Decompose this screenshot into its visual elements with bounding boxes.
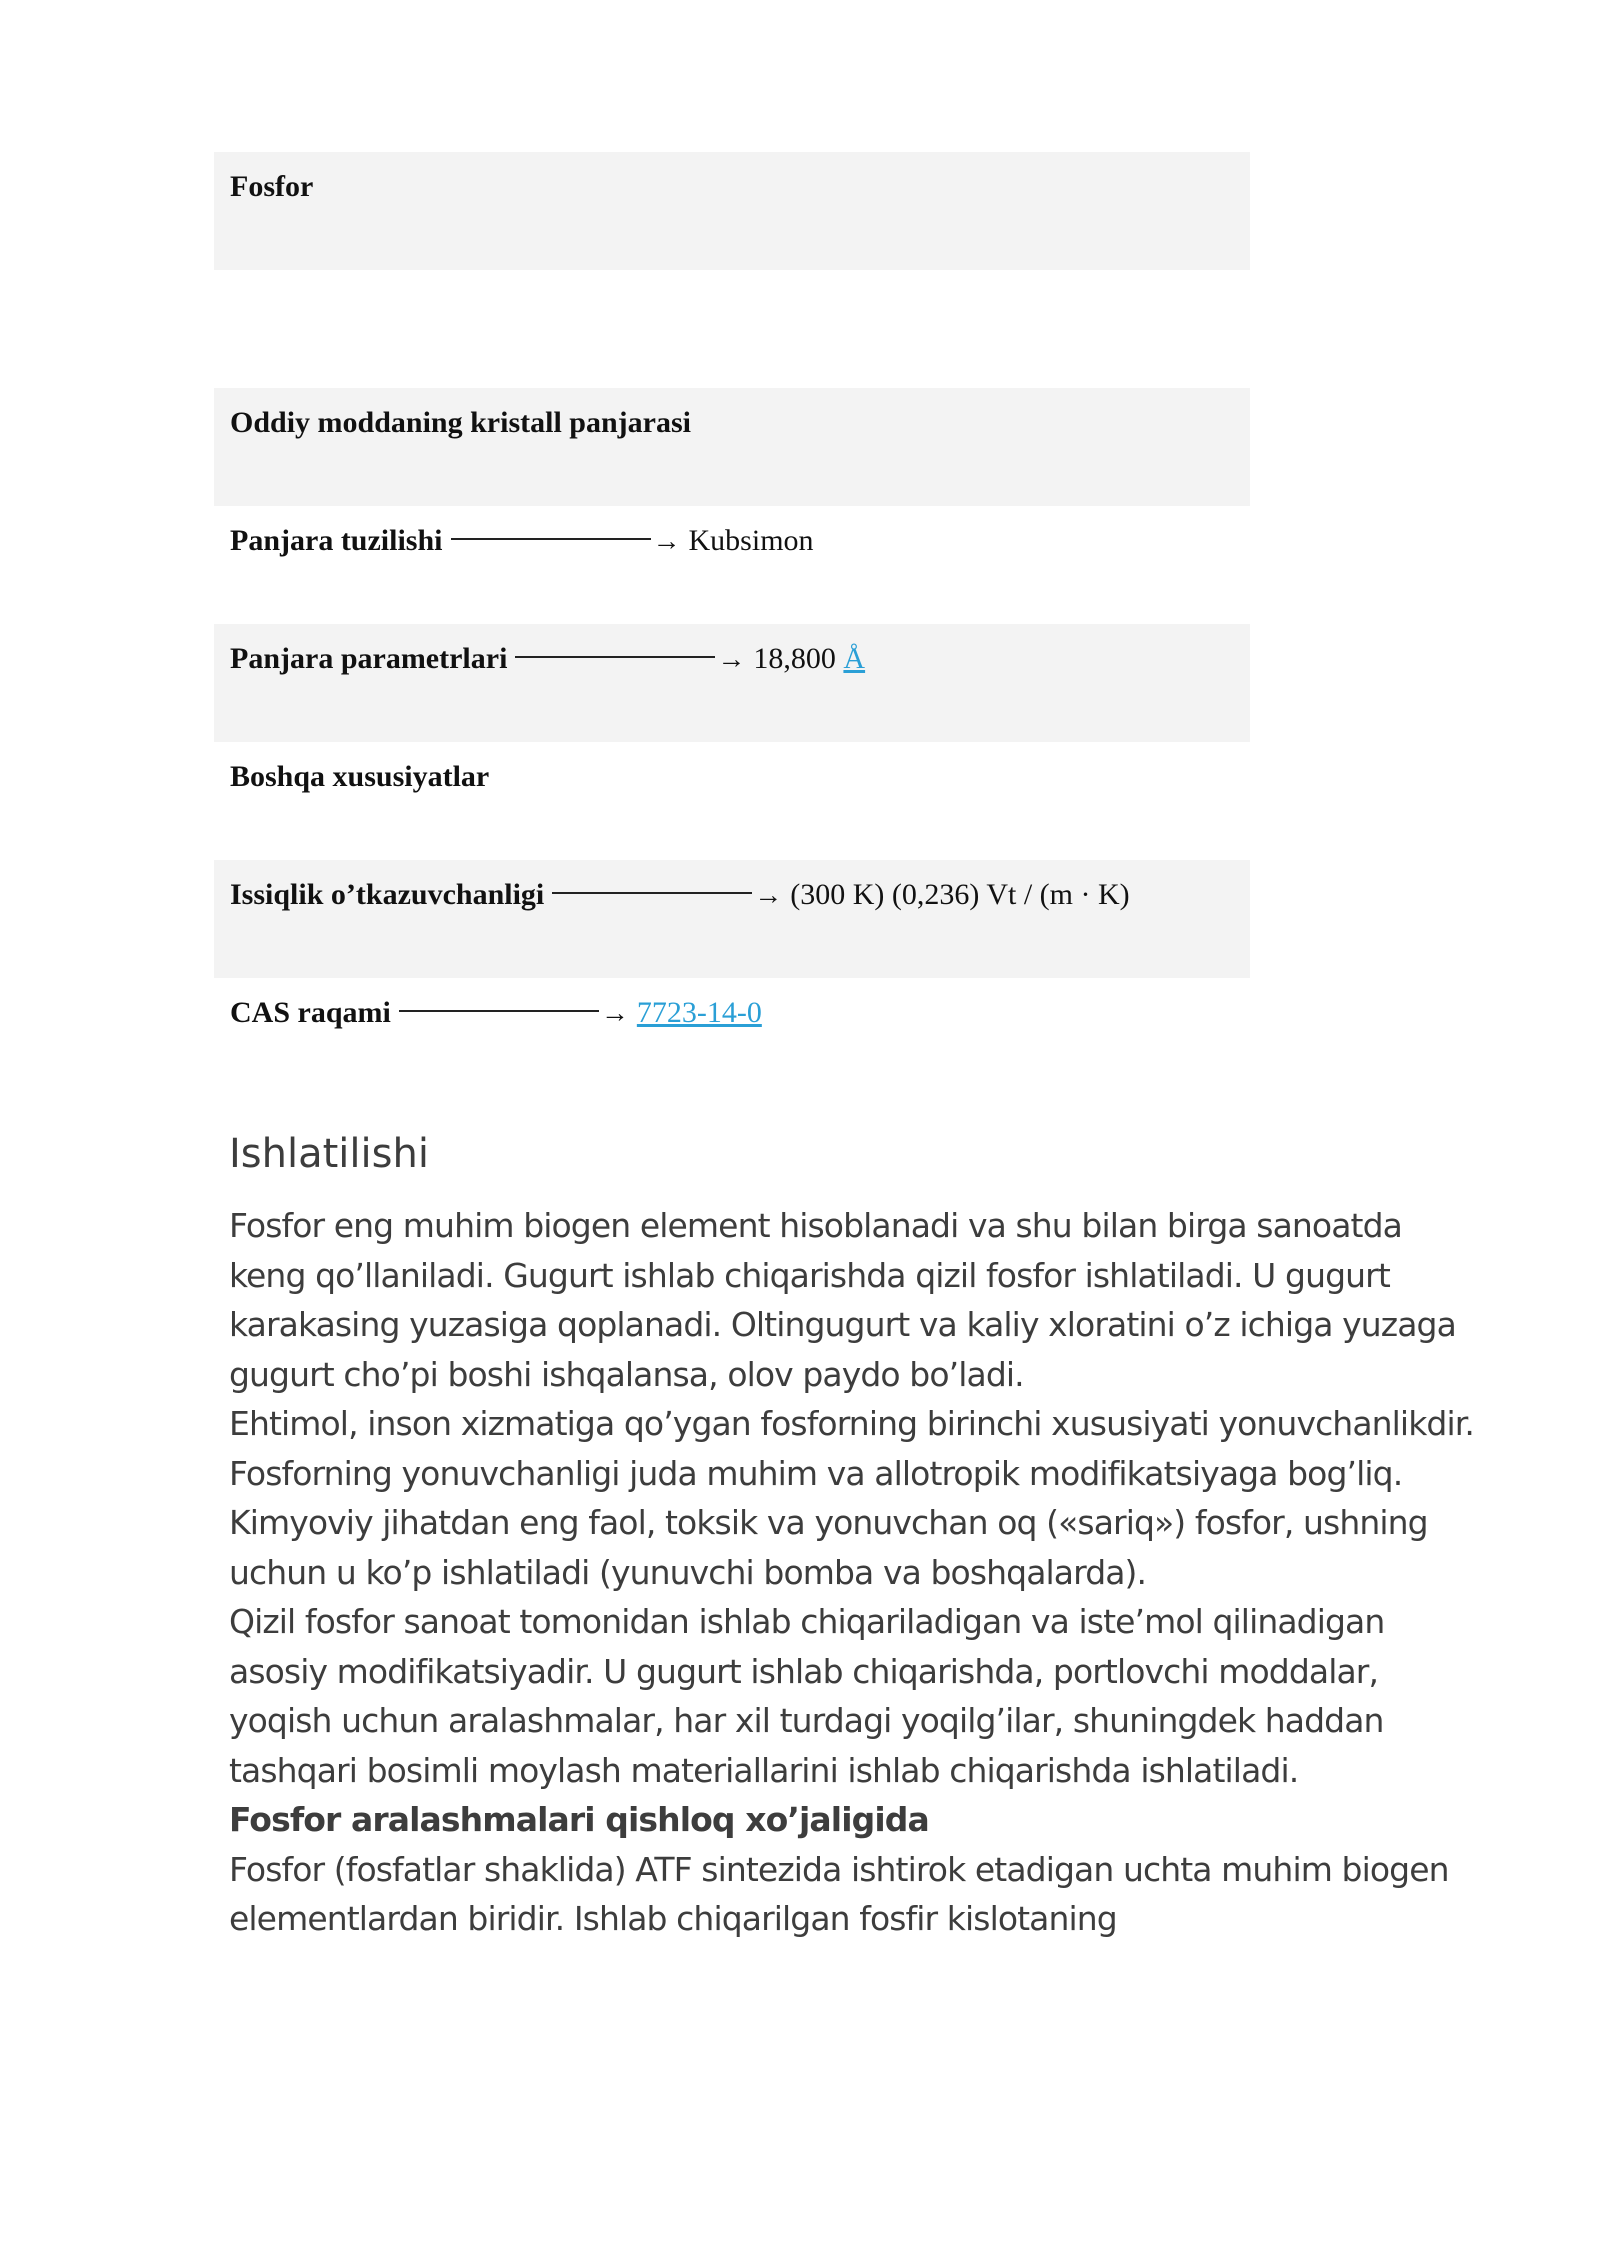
table-row-cas: [214, 978, 1250, 1096]
arrow-icon: →: [717, 644, 746, 675]
lattice-params-value: 18,800: [753, 642, 836, 675]
paragraph: Fosfor (fosfatlar shaklida) ATF sintezida ishtirok etadigan uchta muhim biogen elementlardan biridir. Ishlab chiqarilgan fosfir kislotaning: [229, 1849, 1449, 1938]
section-heading-usage: Ishlatilishi: [229, 1131, 429, 1177]
section-heading-crystal: Oddiy moddaning kristall panjarasi: [230, 406, 691, 439]
table-row-lattice-params: [214, 624, 1250, 742]
dash-line: [399, 1010, 599, 1012]
thermal-conductivity-label: Issiqlik o’tkazuvchanligi: [230, 878, 545, 911]
arrow-icon: →: [600, 998, 629, 1029]
lattice-structure-value: Kubsimon: [688, 524, 814, 557]
element-info-table: [214, 152, 1250, 1096]
table-row-lattice-structure: [214, 506, 1250, 624]
thermal-conductivity-value: (300 K) (0,236) Vt / (m · K): [790, 878, 1130, 911]
dash-line: [451, 538, 651, 540]
paragraph: Ehtimol, inson xizmatiga qo’ygan fosforning birinchi xususiyati yonuvchanlikdir. Fosforning yonuvchanligi juda muhim va allotropik modifikatsiyaga bog’liq. Kimyoviy jihatdan eng faol, toksik va yonuvchan oq («sariq») fosfor, ushning uchun u ko’p ishlatiladi (yunuvchi bomba va boshqalarda).: [229, 1404, 1474, 1592]
table-row-section-crystal: [214, 388, 1250, 506]
article-body: [229, 1125, 1479, 1944]
lattice-params-label: Panjara parametrlari: [230, 642, 508, 675]
lattice-structure-label: Panjara tuzilishi: [230, 524, 443, 557]
dash-line: [552, 892, 752, 894]
section-heading-other: Boshqa xususiyatlar: [230, 760, 490, 793]
arrow-icon: →: [652, 526, 681, 557]
table-row-thermal: [214, 860, 1250, 978]
angstrom-link[interactable]: Å: [843, 642, 866, 675]
dash-line: [515, 656, 715, 658]
paragraph: Qizil fosfor sanoat tomonidan ishlab chiqariladigan va iste’mol qilinadigan asosiy modifikatsiyadir. U gugurt ishlab chiqarishda, portlovchi moddalar, yoqish uchun aralashmalar, har xil turdagi yoqilg’ilar, shuningdek haddan tashqari bosimli moylash materiallarini ishlab chiqarishda ishlatiladi.: [229, 1602, 1385, 1790]
paragraph: Fosfor eng muhim biogen element hisoblanadi va shu bilan birga sanoatda keng qo’llaniladi. Gugurt ishlab chiqarishda qizil fosfor ishlatiladi. U gugurt karakasing yuzasiga qoplanadi. Oltingugurt va kaliy xloratini o’z ichiga yuzaga gugurt cho’pi boshi ishqalansa, olov paydo bo’ladi.: [229, 1206, 1456, 1394]
arrow-icon: →: [754, 880, 783, 911]
table-title: Fosfor: [230, 170, 314, 203]
table-row-title: [214, 152, 1250, 270]
subheading-agriculture: Fosfor aralashmalari qishloq xo’jaligida: [229, 1800, 929, 1839]
table-row-empty: [214, 270, 1250, 388]
cas-number-label: CAS raqami: [230, 996, 391, 1029]
table-row-section-other: [214, 742, 1250, 860]
cas-number-link[interactable]: 7723-14-0: [636, 996, 762, 1029]
